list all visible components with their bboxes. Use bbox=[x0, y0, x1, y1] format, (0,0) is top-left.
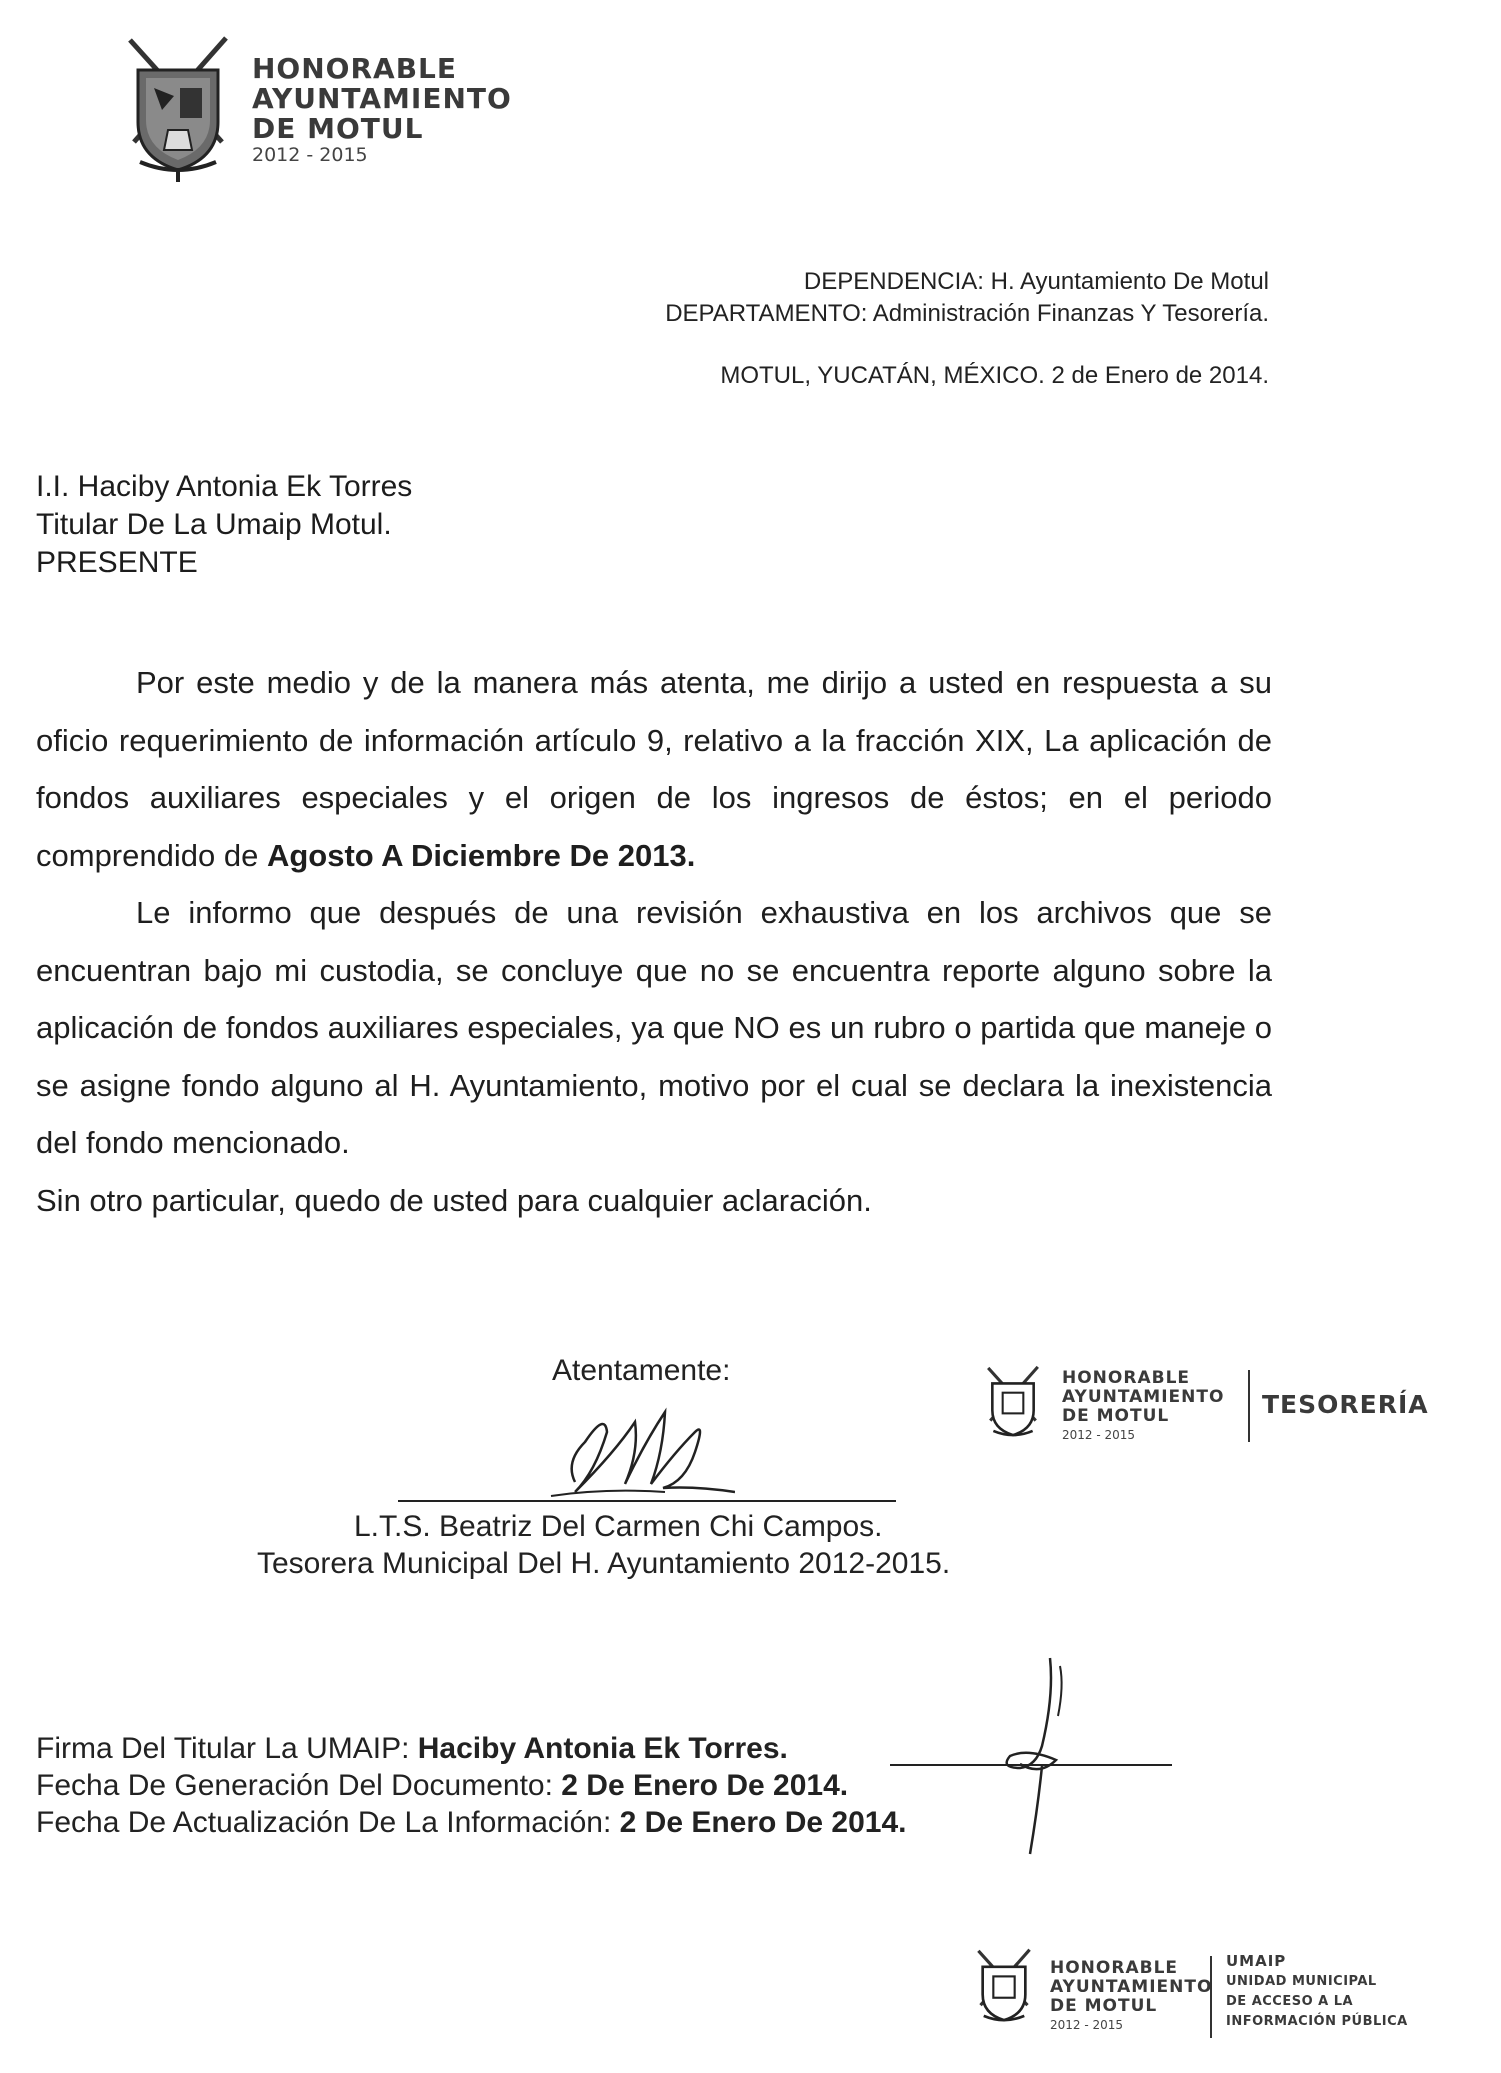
actualizacion-value: 2 De Enero De 2014. bbox=[619, 1806, 907, 1839]
firma-label: Firma Del Titular La UMAIP: bbox=[36, 1732, 418, 1765]
coat-of-arms-logo bbox=[118, 30, 238, 182]
umaip-stamp-dept-4: INFORMACIÓN PÚBLICA bbox=[1226, 2014, 1408, 2029]
paragraph-3: Sin otro particular, quedo de usted para cualquier aclaración. bbox=[36, 1182, 872, 1218]
footer-actualizacion bbox=[36, 1804, 906, 1841]
logo-years: 2012 - 2015 bbox=[252, 144, 368, 166]
atentamente: Atentamente: bbox=[552, 1354, 731, 1387]
signature-line bbox=[398, 1500, 896, 1502]
umaip-stamp-dept-3: DE ACCESO A LA bbox=[1226, 1994, 1354, 2009]
letter-body bbox=[36, 654, 1272, 1229]
umaip-stamp-dept-2: UNIDAD MUNICIPAL bbox=[1226, 1974, 1377, 1989]
generacion-value: 2 De Enero De 2014. bbox=[561, 1769, 849, 1802]
treasury-stamp-crest bbox=[982, 1354, 1044, 1450]
treasury-stamp-dept: TESORERÍA bbox=[1262, 1390, 1429, 1419]
logo-line-1: HONORABLE bbox=[252, 52, 458, 85]
addressee-presente: PRESENTE bbox=[36, 546, 198, 579]
paragraph-1-text: Por este medio y de la manera más atenta, me dirijo a usted en respuesta a su oficio requerimiento de información artículo 9, relativo a la fracción XIX, La aplicación de fondos auxiliares especiales y el origen de los ingresos de éstos; en el periodo comprendido de bbox=[36, 665, 1272, 873]
umaip-stamp-divider bbox=[1210, 1956, 1212, 2038]
umaip-stamp-dept-1: UMAIP bbox=[1226, 1952, 1287, 1970]
umaip-stamp-line-1: HONORABLE bbox=[1050, 1958, 1179, 1978]
logo-line-3: DE MOTUL bbox=[252, 112, 424, 145]
footer-firma bbox=[36, 1730, 788, 1767]
departamento-line: DEPARTAMENTO: Administración Finanzas Y Tesorería. bbox=[665, 300, 1269, 327]
umaip-stamp-line-2: AYUNTAMIENTO bbox=[1050, 1977, 1213, 1997]
treasury-stamp-years: 2012 - 2015 bbox=[1062, 1428, 1136, 1442]
footer-generacion bbox=[36, 1767, 848, 1804]
treasurer-signature bbox=[545, 1392, 735, 1504]
umaip-signature bbox=[980, 1656, 1090, 1856]
place-date-line: MOTUL, YUCATÁN, MÉXICO. 2 de Enero de 2014. bbox=[720, 362, 1269, 389]
dependencia-line: DEPENDENCIA: H. Ayuntamiento De Motul bbox=[803, 268, 1269, 295]
treasury-stamp-line-2: AYUNTAMIENTO bbox=[1062, 1387, 1225, 1407]
treasury-stamp-line-3: DE MOTUL bbox=[1062, 1406, 1170, 1426]
umaip-stamp-crest bbox=[972, 1934, 1036, 2038]
paragraph-2: Le informo que después de una revisión exhaustiva en los archivos que se encuentran bajo mi custodia, se concluye que no se encuentra reporte alguno sobre la aplicación de fondos auxiliares especiales, ya que NO es un rubro o partida que maneje o se asigne fondo alguno al H. Ayuntamiento, motivo por el cual se declara la inexistencia del fondo mencionado. bbox=[36, 895, 1272, 1160]
addressee-title: Titular De La Umaip Motul. bbox=[36, 508, 392, 541]
umaip-stamp-line-3: DE MOTUL bbox=[1050, 1996, 1158, 2016]
signer-name: L.T.S. Beatriz Del Carmen Chi Campos. bbox=[354, 1510, 883, 1543]
signer-title: Tesorera Municipal Del H. Ayuntamiento 2012-2015. bbox=[257, 1547, 951, 1580]
period-bold: Agosto A Diciembre De 2013. bbox=[266, 837, 696, 873]
addressee-name: I.I. Haciby Antonia Ek Torres bbox=[36, 470, 413, 503]
generacion-label: Fecha De Generación Del Documento: bbox=[36, 1769, 562, 1802]
umaip-stamp-years: 2012 - 2015 bbox=[1050, 2018, 1124, 2032]
treasury-stamp-line-1: HONORABLE bbox=[1062, 1368, 1191, 1388]
logo-line-2: AYUNTAMIENTO bbox=[252, 82, 512, 115]
paragraph-1 bbox=[36, 654, 1272, 884]
actualizacion-label: Fecha De Actualización De La Información: bbox=[36, 1806, 620, 1839]
treasury-stamp-divider bbox=[1248, 1370, 1250, 1442]
firma-value: Haciby Antonia Ek Torres. bbox=[417, 1732, 788, 1765]
